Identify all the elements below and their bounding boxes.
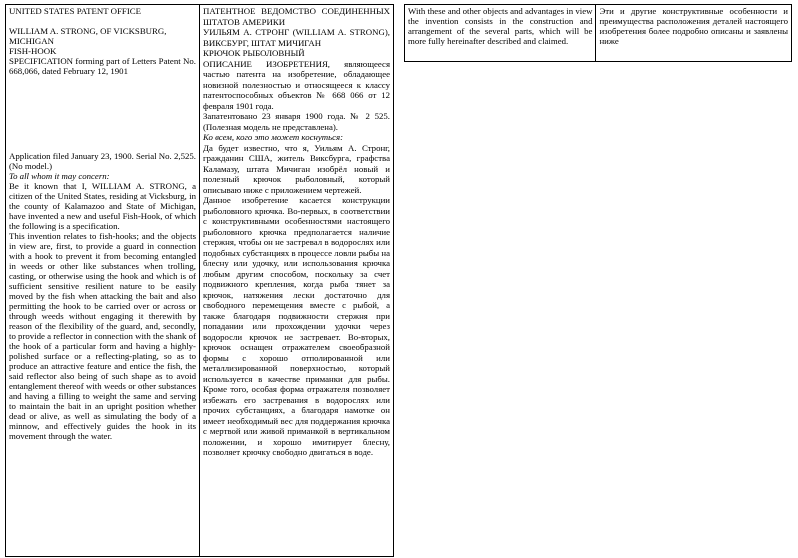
ru-title: КРЮЧОК РЫБОЛОВНЫЙ <box>203 48 305 58</box>
ru-salutation: Ко всем, кого это может коснуться: <box>203 132 344 142</box>
continuation-table <box>404 4 792 62</box>
russian-column <box>200 5 394 557</box>
ru-specification: ОПИСАНИЕ ИЗОБРЕТЕНИЯ, являющееся частью патента на изобретение, обладающее новизной полезностью и относящееся к классу патентоспособных объектов № 668 066 от 12 февраля 1901 года. <box>203 58 390 111</box>
en-paragraph-2: This invention relates to fish-hooks; and the objects in view are, first, to provide a guard in connection with a hook to prevent it from becoming entangled in weeds or other like substances when trolling, casting, or otherwise using the hook and which is of sufficient sensitive resilient nature to be easily moved by the fish when attacking the bait and also permitting the hook to be carried over or across or through weeds without engaging it therewith by reason of the flexibility of the guard, and, secondly, to provide a reflector in connection with the shank of the hook of a particular form and having a highly-polished surface or a reflecting-plating, so as to produce an attractive feature and entice the fish, the said reflector also being of such shape as to avoid entanglement thereof with weeds or other substances and having a filling to weight the same and serving to maintain the bait in an upright position whether dead or alive, as well as simulating the body of a minnow, and effectively guides the hook in its movement through the water. <box>9 231 196 441</box>
en-title: FISH-HOOK <box>9 46 57 56</box>
ru-paragraph-1: Да будет известно, что я, Уильям А. Стронг, гражданин США, житель Виксбурга, графства Каламазу, штата Мичиган изобрёл новый и полезный крючок рыболовный, который описываю ниже с приложением чертежей. <box>203 142 390 195</box>
patent-translation-table <box>5 4 394 557</box>
en-inventor: WILLIAM A. STRONG, OF VICKSBURG, MICHIGAN <box>9 26 167 46</box>
continuation-russian: Эти и другие конструктивные особенности и преимущества расположения деталей настоящего изобретения более подробно описаны и заявлены ниже <box>596 5 792 62</box>
ru-inventor: УИЛЬЯМ А. СТРОНГ (WILLIAM A. STRONG), ВИКСБУРГ, ШТАТ МИЧИГАН <box>203 27 390 48</box>
ru-paragraph-2: Данное изобретение касается конструкции рыболовного крючка. Во-первых, в соответствии с конструктивными особенностями настоящего рыболовного крючка предполагается наличие стержня, чтобы он не застревал в водорослях или подобных субстанциях в процессе ловли рыбы на блесну или удочку, или использования крючка любым другим способом, поскольку за счет подвижного крепления, когда рыба тянет за крючок, натяжения лески достаточно для свободного перемещения вместе с рыбой, а также благодаря подвижности стержня при попадании или прохождении удочки через водоросли крючок не застревает. Во-вторых, крючок оснащен отражателем своеобразной формы с хорошо отполированной или металлизированной поверхностью, который используется в качестве приманки для рыбы. Кроме того, особая форма отражателя позволяет избежать его застревания в водорослях или прочих субстанциях, а благодаря намотке он имеет необходимый вес для поддержания крючка с мертвой или живой приманкой в вертикальном положении, и хорошо имитирует блесну, позволяет крючку свободно двигаться в воде. <box>203 195 390 457</box>
continuation-english: With these and other objects and advantages in view the invention consists in the construction and arrangement of the several parts, which will be more fully hereinafter described and claimed. <box>405 5 596 62</box>
ru-filed: Запатентовано 23 января 1900 года. № 2 525. (Полезная модель не представлена). <box>203 111 390 132</box>
en-specification: SPECIFICATION forming part of Letters Patent No. 668,066, dated February 12, 1901 <box>9 56 196 76</box>
en-office: UNITED STATES PATENT OFFICE <box>9 6 141 16</box>
en-paragraph-1: Be it known that I, WILLIAM A. STRONG, a citizen of the United States, residing at Vicksburg, in the county of Kalamazoo and State of Michigan, have invented a new and useful Fish-Hook, of which the following is a specification. <box>9 181 196 231</box>
en-salutation: To all whom it may concern: <box>9 171 110 181</box>
english-column <box>6 5 200 557</box>
ru-office: ПАТЕНТНОЕ ВЕДОМСТВО СОЕДИНЕННЫХ ШТАТОВ АМЕРИКИ <box>203 6 390 27</box>
en-filed: Application filed January 23, 1900. Serial No. 2,525. (No model.) <box>9 151 196 171</box>
